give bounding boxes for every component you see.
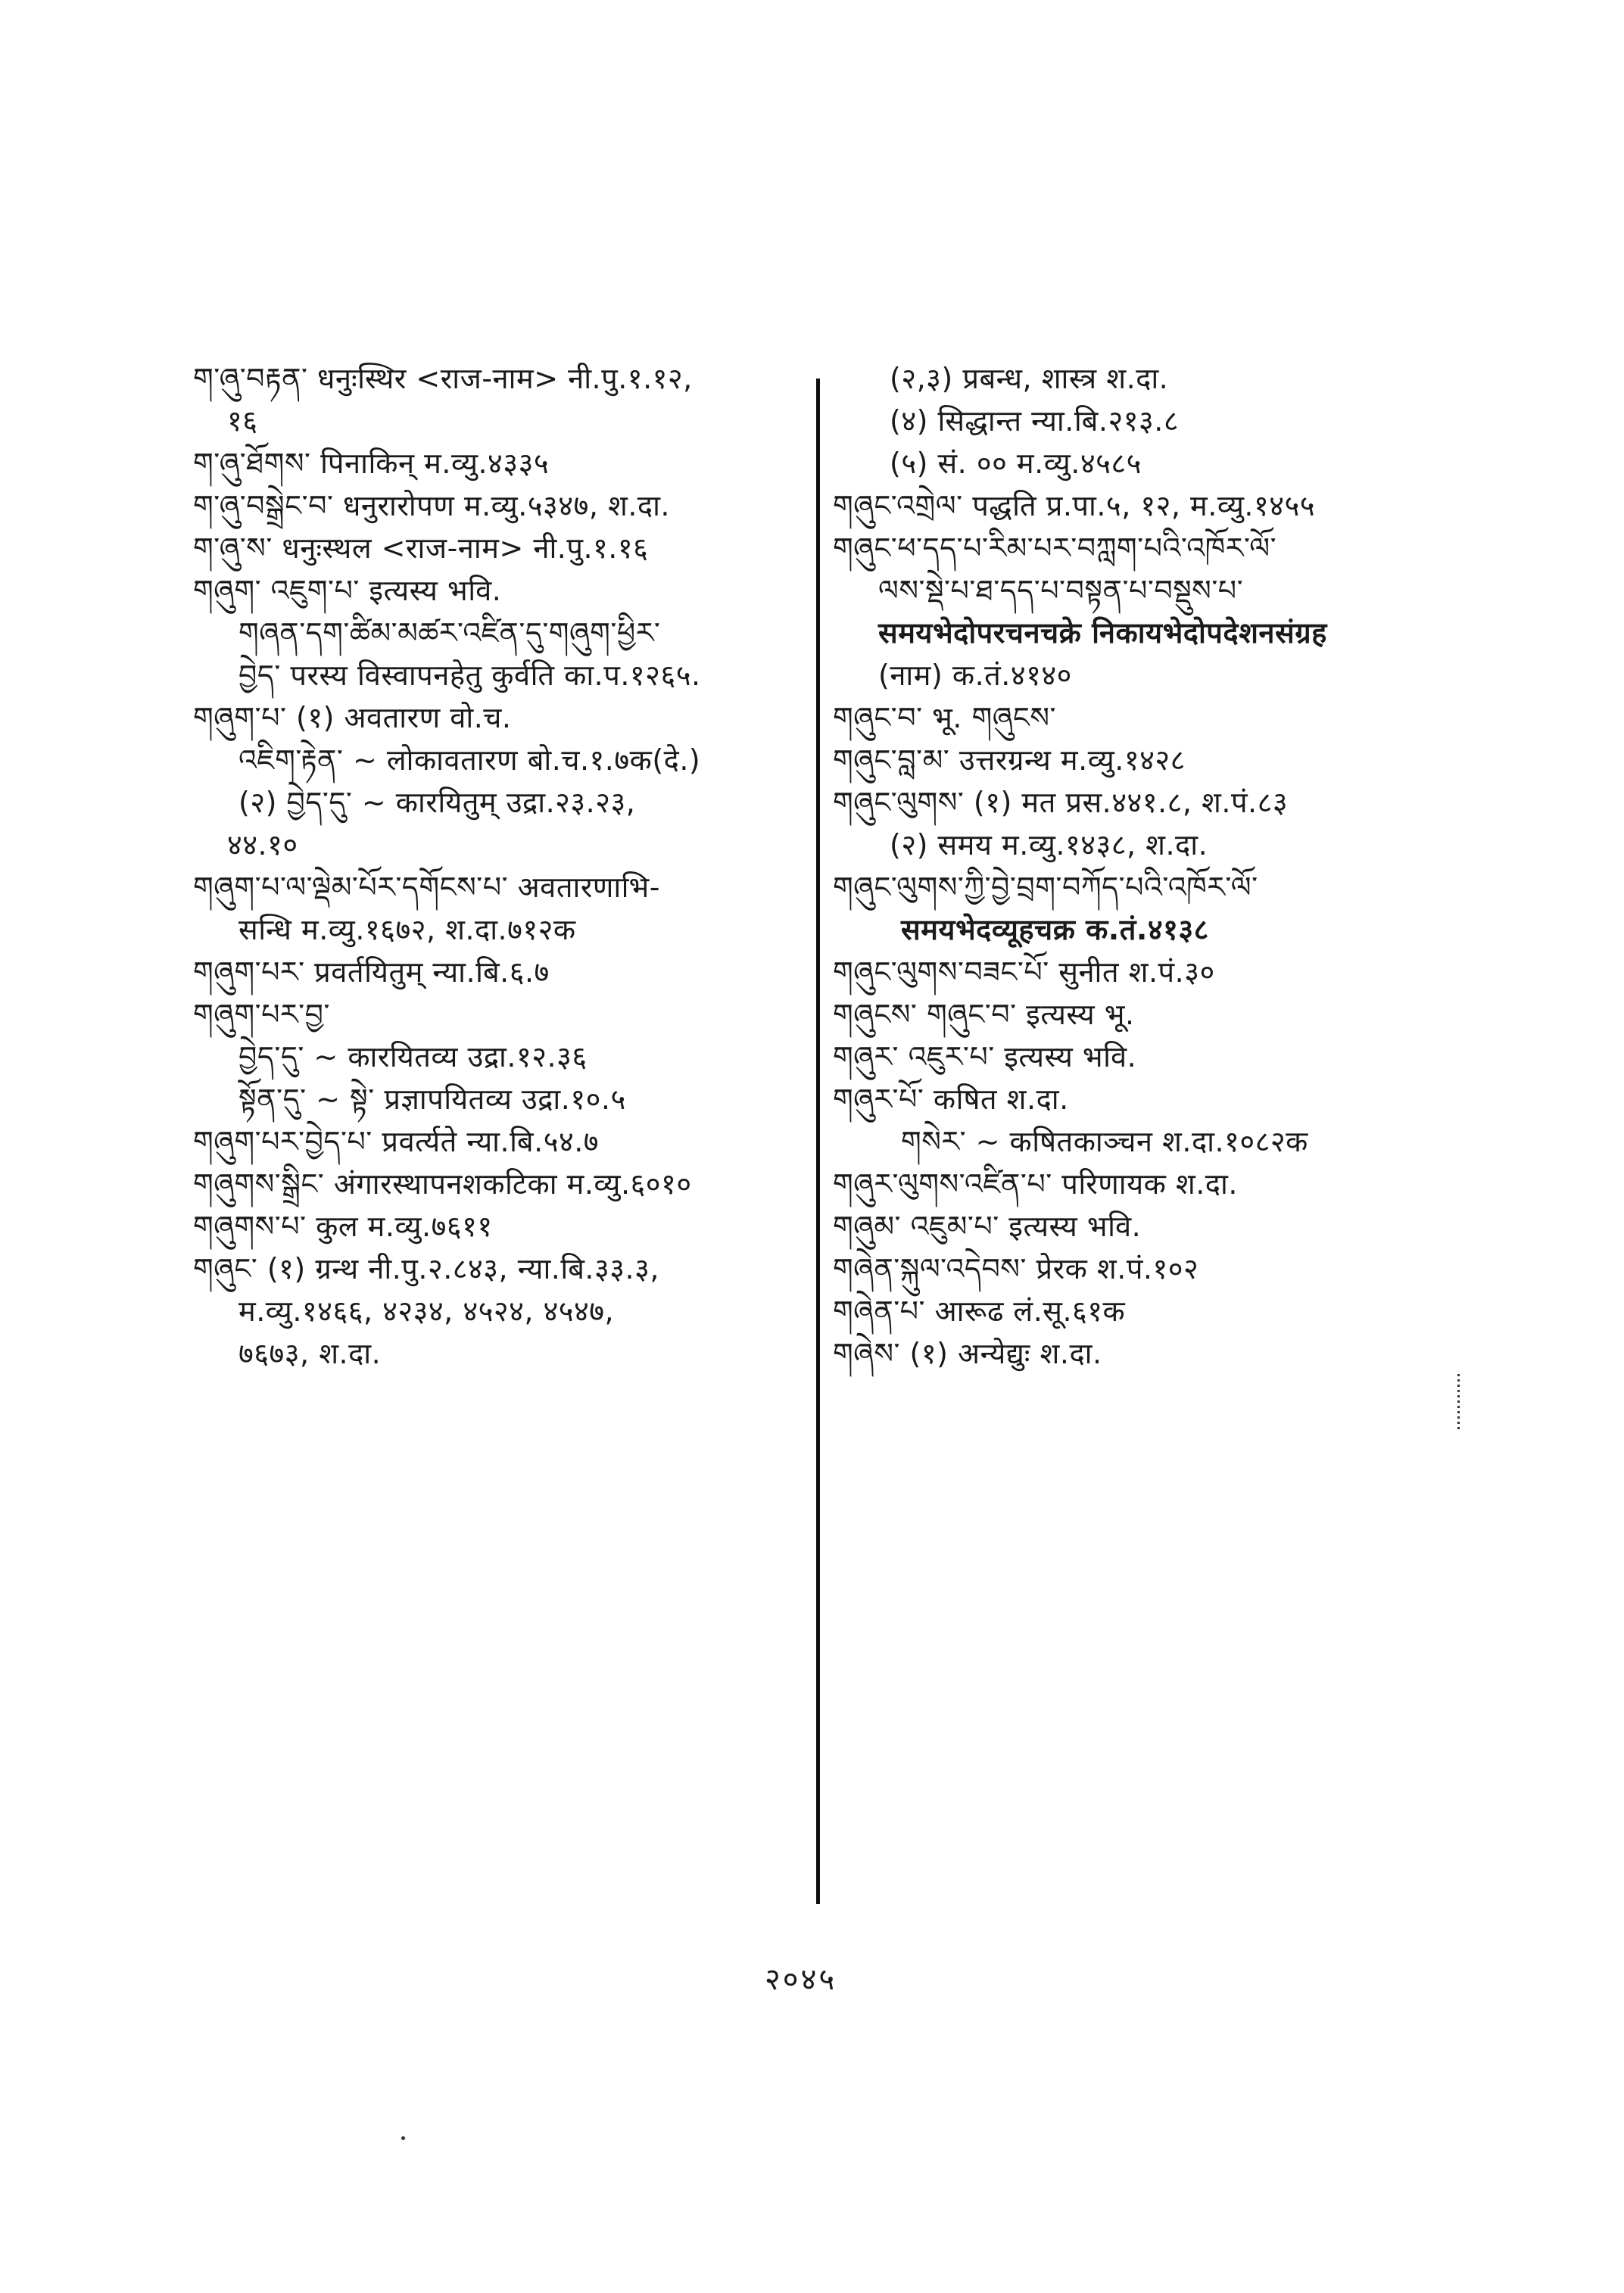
entry-line: (नाम) क.तं.४१४० xyxy=(878,659,1072,692)
entry-line: གཞུག་པ་ལ་ལྡེམ་པོར་དགོངས་པ་ अवतारणाभि- xyxy=(193,871,660,904)
column-divider xyxy=(816,379,820,1904)
entry-line: म.व्यु.१४६६, ४२३४, ४५२४, ४५४७, xyxy=(238,1294,615,1328)
entry-line: ལས་སྡེ་པ་ཐ་དད་པ་བསྟན་པ་བསྡུས་པ་ xyxy=(878,574,1244,607)
entry-line: (२) समय म.व्यु.१४३८, श.दा. xyxy=(890,828,1208,861)
entry-line: ७६७३, श.दा. xyxy=(238,1337,382,1370)
entry-line: སྟོན་དུ་ ~ སྟེ་ प्रज्ञापयितव्य उद्रा.१०.५ xyxy=(238,1083,626,1116)
entry-line: ག་ཞུ་བསྒྲེང་བ་ धनुरारोपण म.व्यु.५३४७, श.दा. xyxy=(193,489,671,522)
entry-line: (५) सं. ०० म.व्यु.४५८५ xyxy=(890,447,1142,480)
entry-line: समयभेदोपरचनचक्रे निकायभेदोपदेशनसंग्रह xyxy=(878,616,1327,650)
entry-line: གཞུར་ལུགས་འཛིན་པ་ परिणायक श.दा. xyxy=(833,1167,1238,1201)
page-number: २०४५ xyxy=(765,1962,837,1997)
entry-line: གཞུང་བླ་མ་ उत्तरग्रन्थ म.व्यु.१४२८ xyxy=(833,743,1186,777)
entry-line: བྱེད་དུ་ ~ कारयितव्य उद्रा.१२.३६ xyxy=(238,1040,588,1073)
entry-line: (२,३) प्रबन्ध, शास्त्र श.दा. xyxy=(890,362,1169,395)
entry-line: གཞུང་ (१) ग्रन्थ नी.पु.२.८४३, न्या.बि.३३.३, xyxy=(193,1252,659,1285)
entry-line: १६ xyxy=(227,404,258,438)
entry-line: ག་ཞུ་ཐོགས་ पिनाकिन् म.व्यु.४३३५ xyxy=(193,447,550,480)
entry-line: གཞུགས་པ་ कुल म.व्यु.७६११ xyxy=(193,1210,493,1243)
entry-line: གཞུང་ལུགས་ཀྱི་བྱེ་བྲག་བཀོད་པའི་འཁོར་ལོ་ xyxy=(833,871,1258,904)
entry-line: གཞེན་པ་ आरूढ लं.सू.६१क xyxy=(833,1294,1126,1328)
entry-line: सन्धि म.व्यु.१६७२, श.दा.७१२क xyxy=(238,913,576,946)
entry-line: གསེར་ ~ कषितकाञ्चन श.दा.१०८२क xyxy=(901,1125,1308,1158)
entry-line: ག་ཞུ་ས་ धनुःस्थल <राज-नाम> नी.पु.१.१६ xyxy=(193,531,649,565)
stray-mark xyxy=(401,2136,405,2140)
entry-line: གཞུང་བ་ भू. གཞུངས་ xyxy=(833,701,1056,734)
entry-line: གཞུག་པར་བྱ་ xyxy=(193,998,330,1031)
entry-line: གཞུག་པར་བྱེད་པ་ प्रवर्त्यते न्या.बि.५४.७ xyxy=(193,1125,600,1158)
entry-line: གཞུངས་ གཞུང་བ་ इत्यस्य भू. xyxy=(833,998,1135,1031)
entry-line: བྱེད་ परस्य विस्वापनहेतु कुर्वति का.प.१२६५. xyxy=(238,659,701,692)
entry-line: གཞུག་པར་ प्रवर्तयितुम् न्या.बि.६.७ xyxy=(193,955,550,989)
entry-line: समयभेदव्यूहचक्र क.तं.४१३८ xyxy=(901,913,1209,946)
entry-line: གཞུང་ལུགས་ (१) मत प्रस.४४१.८, श.पं.८३ xyxy=(833,786,1289,819)
entry-line: གཞུར་པོ་ कषित श.दा. xyxy=(833,1083,1069,1116)
entry-line: གཞུག་པ་ (१) अवतारण वो.च. xyxy=(193,701,512,734)
entry-line: (४) सिद्धान्त न्या.बि.२१३.८ xyxy=(890,404,1180,438)
entry-line: (२) བྱེད་དུ་ ~ कारयितुम् उद्रा.२३.२३, xyxy=(238,786,636,819)
entry-line: གཞན་དག་ཚིམ་མཚར་འཛིན་དུ་གཞུག་ཕྱིར་ xyxy=(238,616,661,650)
entry-line: གཞེས་ (१) अन्येद्युः श.दा. xyxy=(833,1337,1102,1370)
entry-line: གཞུར་ འཇུར་པ་ इत्यस्य भवि. xyxy=(833,1040,1137,1073)
entry-line: གཞུང་ཕ་དད་པ་རིམ་པར་བཀླག་པའི་འཁོར་ལོ་ xyxy=(833,531,1277,565)
entry-line: གཞེན་སྐུལ་འདེབས་ प्रेरक श.पं.१०२ xyxy=(833,1252,1199,1285)
entry-line: གཞུང་འགྲེལ་ पद्धति प्र.पा.५, १२, म.व्यु.१४५५ xyxy=(833,489,1315,522)
entry-line: འཇིག་རྟེན་ ~ लोकावतारण बो.च.१.७क(दे.) xyxy=(238,743,701,777)
entry-line: གཞུག་ འཇུག་པ་ इत्यस्य भवि. xyxy=(193,574,502,607)
entry-line: གཞུམ་ འཇུམ་པ་ इत्यस्य भवि. xyxy=(833,1210,1142,1243)
entry-line: ག་ཞུ་བརྟན་ धनुःस्थिर <राज-नाम> नी.पु.१.१२, xyxy=(193,362,693,395)
entry-line: གཞུགས་སྒྲིང་ अंगारस्थापनशकटिका म.व्यु.६०१० xyxy=(193,1167,692,1201)
margin-mark xyxy=(1457,1374,1460,1431)
entry-line: ४४.१० xyxy=(227,828,298,861)
entry-line: གཞུང་ལུགས་བཟང་པོ་ सुनीत श.पं.३० xyxy=(833,955,1215,989)
